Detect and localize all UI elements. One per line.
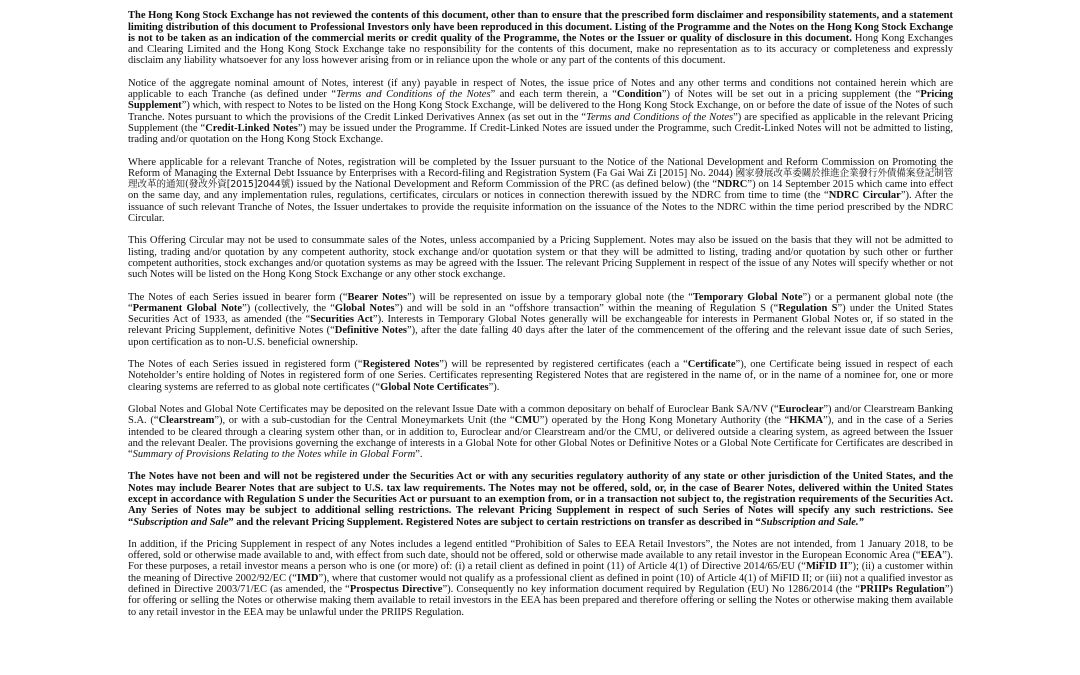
text-span: Global Note Certificates	[380, 381, 489, 393]
text-span: ”) (collectively, the “	[242, 302, 335, 314]
text-span: Certificate	[687, 359, 736, 371]
text-span: ”) and/or Clearstream Banking S.A. (“	[128, 403, 953, 427]
text-span: ”) are specified as applicable in the relevant Pricing Supplement (the “	[128, 111, 954, 134]
text-span: ”). Interests in Temporary Global Notes generally will be exchangeable for interests in Permanent Global Notes or, if so stated in the relevant Pricing Supplement, definitive Notes (“	[128, 314, 953, 337]
text-span: Summary of Provisions Relating to the Notes while in Global Form	[132, 449, 416, 461]
text-span: The Notes of each Series issued in registered form (“	[128, 359, 363, 371]
text-span: NDRC	[717, 179, 748, 191]
paragraph-ndrc-registration	[128, 157, 953, 225]
text-span: The Notes of each Series issued in bearer form (“	[128, 291, 348, 303]
text-span: Regulation S	[778, 302, 838, 314]
paragraph-pricing-supplement	[128, 78, 953, 146]
text-span: NDRC Circular	[828, 190, 901, 202]
text-span: issued by the National Development and Reform Commission of the PRC (as defined below) (the “	[293, 179, 718, 191]
text-span: ” and each term therein, a “	[490, 89, 617, 101]
text-span: Clearstream	[158, 415, 215, 427]
text-span: ” and the relevant Pricing Supplement. Registered Notes are subject to certain restrictions on transfer as described in “	[228, 516, 761, 528]
text-span: 國家發展改革委關於推進企業發行外債備案登記制管理改革的通知(發改外資[2015]2044號)	[128, 167, 953, 191]
text-span: ”) or a permanent global note (the “	[128, 291, 953, 314]
text-span: Where applicable for a relevant Tranche of Notes, registration will be completed by the Issuer pursuant to the Notice of the National Development and Reform Commission on Promoting the Reform of Managing the External Debt Issuance by Enterprises with a Record-filing and Registration System (Fa Gai Wai Zi [2015] No. 2044)	[128, 156, 953, 179]
text-span: Permanent Global Note	[132, 302, 243, 314]
text-span: ”), and in the case of a Series intended to be cleared through a clearing system other than, or in addition to, Euroclear and/or Clearstream and/or the CMU, or delivered outside a clearing system, as agreed between the Issuer and the relevant Dealer. The provisions governing the exchange of interests in a Global Note for other Global Notes or Definitive Notes or a Global Note Certificate for Certificates are described in “	[128, 415, 954, 461]
text-span: ”); (ii) a customer within the meaning of Directive 2002/92/EC (“	[128, 561, 953, 584]
text-span: ”) operated by the Hong Kong Monetary Authority (the “	[539, 415, 790, 427]
text-span: ”). After the issuance of such relevant Tranche of Notes, the Issuer undertakes to provide the requisite information on the issuance of the Notes to the NDRC within the time period prescribed by the NDRC Circular.	[128, 190, 953, 225]
document-page	[128, 0, 953, 629]
text-span: Subscription and Sale.”	[760, 516, 864, 528]
text-span: Temporary Global Note	[692, 291, 803, 303]
paragraph-bearer-notes	[128, 292, 953, 348]
paragraph-offering-circular	[128, 235, 953, 280]
text-span: ”), after the date falling 40 days after the later of the commencement of the offering and the relevant issue date of such Series, upon certification as to non-U.S. beneficial ownership.	[128, 325, 953, 348]
text-span: ”) will be represented by registered certificates (each a “	[439, 359, 688, 371]
text-span: Global Notes	[334, 302, 395, 314]
paragraph-registered-notes	[128, 359, 953, 393]
text-span: ”) under the United States Securities Act of 1933, as amended (the “	[128, 302, 953, 326]
text-span: ”) will be represented on issue by a temporary global note (the “	[407, 291, 693, 303]
text-span: Registered Notes	[362, 359, 440, 371]
text-span: Credit-Linked Notes	[205, 122, 298, 134]
text-span: ”) may be issued under the Programme. If Credit-Linked Notes are issued under the Programme, such Credit-Linked Notes will not be admitted to listing, trading and/or quotation on the Hong Kong Stock Exchange.	[128, 122, 953, 146]
text-span: Hong Kong Exchanges and Clearing Limited and the Hong Kong Stock Exchange take no responsibility for the contents of this document, make no representation as to its accuracy or completeness and expressly disclaim any liability whatsoever for any loss however arising from or in reliance upon the whole or any part of the contents of this document.	[128, 32, 953, 67]
text-span: ”) on 14 September 2015 which came into effect on the same day, and any implementation rules, regulations, certificates, circulars or notices in connection therewith issued by the NDRC from time to time (the “	[128, 179, 953, 202]
text-span: ”) and will be sold in an “offshore transaction” within the meaning of Regulation S (“	[394, 302, 779, 314]
text-span: Terms and Conditions of the Notes	[336, 89, 491, 101]
text-span: ”) which, with respect to Notes to be listed on the Hong Kong Stock Exchange, will be delivered to the Hong Kong Stock Exchange, on or before the date of issue of the Notes of such Tranche. Notes pursuant to which the provisions of the Credit Linked Derivatives Annex (as set out in the “	[128, 100, 953, 123]
text-span: ”), one Certificate being issued in respect of each Noteholder’s entire holding of Notes in registered form of one Series. Certificates representing Registered Notes that are registered in the name of, or in the name of a nominee for, one or more clearing systems are referred to as global note certificates (“	[128, 359, 953, 393]
text-span: ”).	[488, 381, 500, 393]
text-span: ”). Consequently no key information document required by Regulation (EU) No 1286/2014 (the “	[442, 584, 860, 596]
text-span: ”) of Notes will be set out in a pricing supplement (the “	[661, 89, 921, 101]
text-span: EEA	[920, 550, 943, 562]
text-span: ”.	[415, 449, 423, 461]
text-span: Notice of the aggregate nominal amount of Notes, interest (if any) payable in respect of Notes, the issue price of Notes and any other terms and conditions not contained herein which are applicable to each Tranche (as defined under “	[128, 77, 953, 101]
text-span: In addition, if the Pricing Supplement in respect of any Notes includes a legend entitled “Prohibition of Sales to EEA Retail Investors”, the Notes are not intended, from 1 January 2018, to be offered, sold or otherwise made available to and, with effect from such date, should not be offered, sold or otherwise made available to any retail investor in the European Economic Area (“	[128, 538, 953, 562]
text-span: CMU	[514, 415, 540, 427]
text-span: This Offering Circular may not be used to consummate sales of the Notes, unless accompanied by a Pricing Supplement. Notes may also be issued on the basis that they will not be admitted to listing, trading and/or quotation by any competent authority, stock exchange and/or quotation system or that they will be admitted to listing, trading and/or quotation by such other or further competent authorities, stock exchanges and/or quotation systems as may be agreed with the Issuer. The relevant Pricing Supplement in respect of the issue of any Notes will specify whether or not such Notes will be listed on the Hong Kong Stock Exchange or any other stock exchange.	[128, 235, 953, 281]
text-span: Subscription and Sale	[133, 516, 229, 528]
paragraph-securities-act	[128, 471, 953, 527]
text-span: PRIIPs Regulation	[860, 584, 945, 596]
paragraph-hkex-disclaimer	[128, 10, 953, 66]
text-span: HKMA	[789, 415, 824, 427]
text-span: Euroclear	[778, 403, 824, 415]
text-span: Global Notes and Global Note Certificates may be deposited on the relevant Issue Date with a common depositary on behalf of Euroclear Bank SA/NV (“	[128, 403, 779, 415]
text-span: Terms and Conditions of the Notes	[586, 111, 734, 123]
text-span: Condition	[616, 89, 662, 101]
text-span: The Notes have not been and will not be registered under the Securities Act or with any securities regulatory authority of any state or other jurisdiction of the United States, and the Notes may include Bearer Notes that are subject to U.S. tax law requirements. The Notes may not be offered, sold, or, in the case of Bearer Notes, delivered within the United States except in accordance with Regulation S under the Securities Act or pursuant to an exemption from, or in a transaction not subject to, the registration requirements of the Securities Act. Any Series of Notes may be subject to additional selling restrictions. The relevant Pricing Supplement in respect of such Series of Notes will specify any such restrictions. See “	[128, 471, 953, 528]
text-span: Definitive Notes	[334, 325, 407, 337]
text-span: ”), where that customer would not qualify as a professional client as defined in point (10) of Article 4(1) of MiFID II; or (iii) not a qualified investor as defined in Directive 2003/71/EC (as amended, the “	[128, 572, 953, 596]
text-span: Pricing Supplement	[128, 89, 953, 112]
paragraph-clearing-systems	[128, 404, 953, 460]
paragraph-eea-retail	[128, 539, 953, 618]
text-span: Securities Act	[310, 314, 373, 326]
text-span: The Hong Kong Stock Exchange has not reviewed the contents of this document, other than to ensure that the prescribed form disclaimer and responsibility statements, and a statement limiting distribution of this document to Professional Investors only have been reproduced in this document. Listing of the Programme and the Notes on the Hong Kong Stock Exchange is not to be taken as an indication of the commercial merits or credit quality of the Programme, the Notes or the Issuer or quality of disclosure in this document.	[128, 10, 953, 44]
text-span: Prospectus Directive	[349, 584, 443, 596]
text-span: IMD	[296, 572, 319, 584]
text-span: Bearer Notes	[347, 291, 408, 303]
text-span: ”), or with a sub-custodian for the Central Moneymarkets Unit (the “	[214, 415, 515, 427]
text-span: ”). For these purposes, a retail investor means a person who is one (or more) of: (i) a retail client as defined in point (11) of Article 4(1) of Directive 2014/65/EU (“	[128, 550, 953, 573]
text-span: MiFID II	[805, 561, 848, 573]
text-span: ”) for offering or selling the Notes or otherwise making them available to retail investors in the EEA has been prepared and therefore offering or selling the Notes or otherwise making them available to any retail investor in the EEA may be unlawful under the PRIIPS Regulation.	[128, 584, 954, 618]
